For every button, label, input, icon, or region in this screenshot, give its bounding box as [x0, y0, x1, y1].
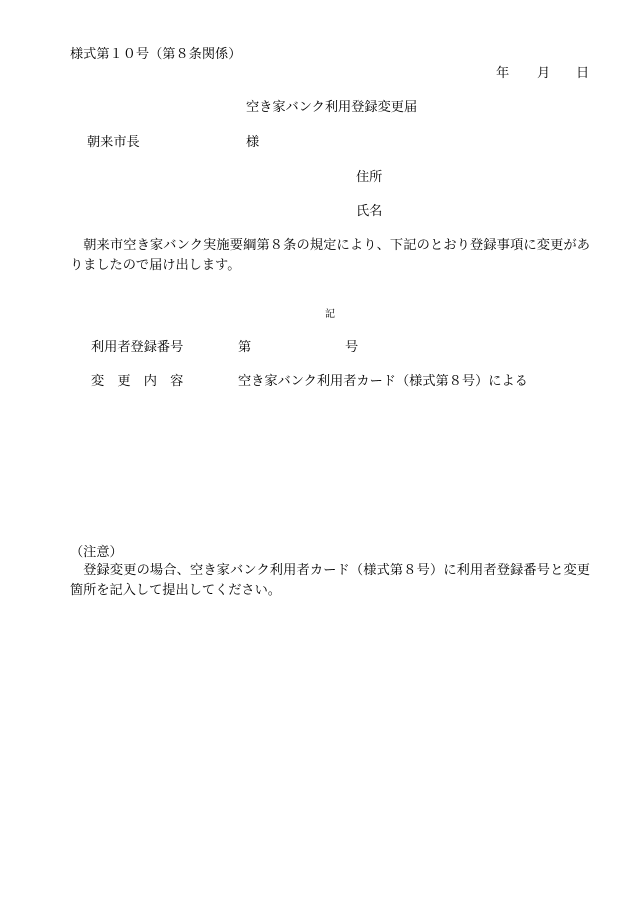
change-label: 変 更 内 容	[91, 374, 184, 389]
notes-text: 登録変更の場合、空き家バンク利用者カード（様式第８号）に利用者登録番号と変更箇所を記入して提出してください。	[70, 563, 590, 598]
form-number: 様式第１０号（第８条関係）	[70, 47, 242, 62]
addressee-name: 朝来市長	[87, 135, 140, 150]
date-day: 日	[576, 66, 590, 81]
reg-number-suffix: 号	[345, 340, 359, 355]
addressee-honorific: 様	[246, 135, 260, 150]
ki-heading: 記	[325, 309, 335, 320]
document-title: 空き家バンク利用登録変更届	[246, 100, 418, 115]
reg-number-prefix: 第	[238, 340, 252, 355]
body-paragraph: 朝来市空き家バンク実施要綱第８条の規定により、下記のとおり登録事項に変更がありましたので届け出します。	[70, 238, 590, 273]
change-value: 空き家バンク利用者カード（様式第８号）による	[238, 374, 528, 389]
reg-number-label: 利用者登録番号	[91, 340, 184, 355]
date-month: 月	[537, 66, 551, 81]
notes-heading: （注意）	[70, 545, 123, 560]
date-year: 年	[496, 66, 510, 81]
address-label: 住所	[356, 170, 383, 185]
name-label: 氏名	[356, 204, 383, 219]
